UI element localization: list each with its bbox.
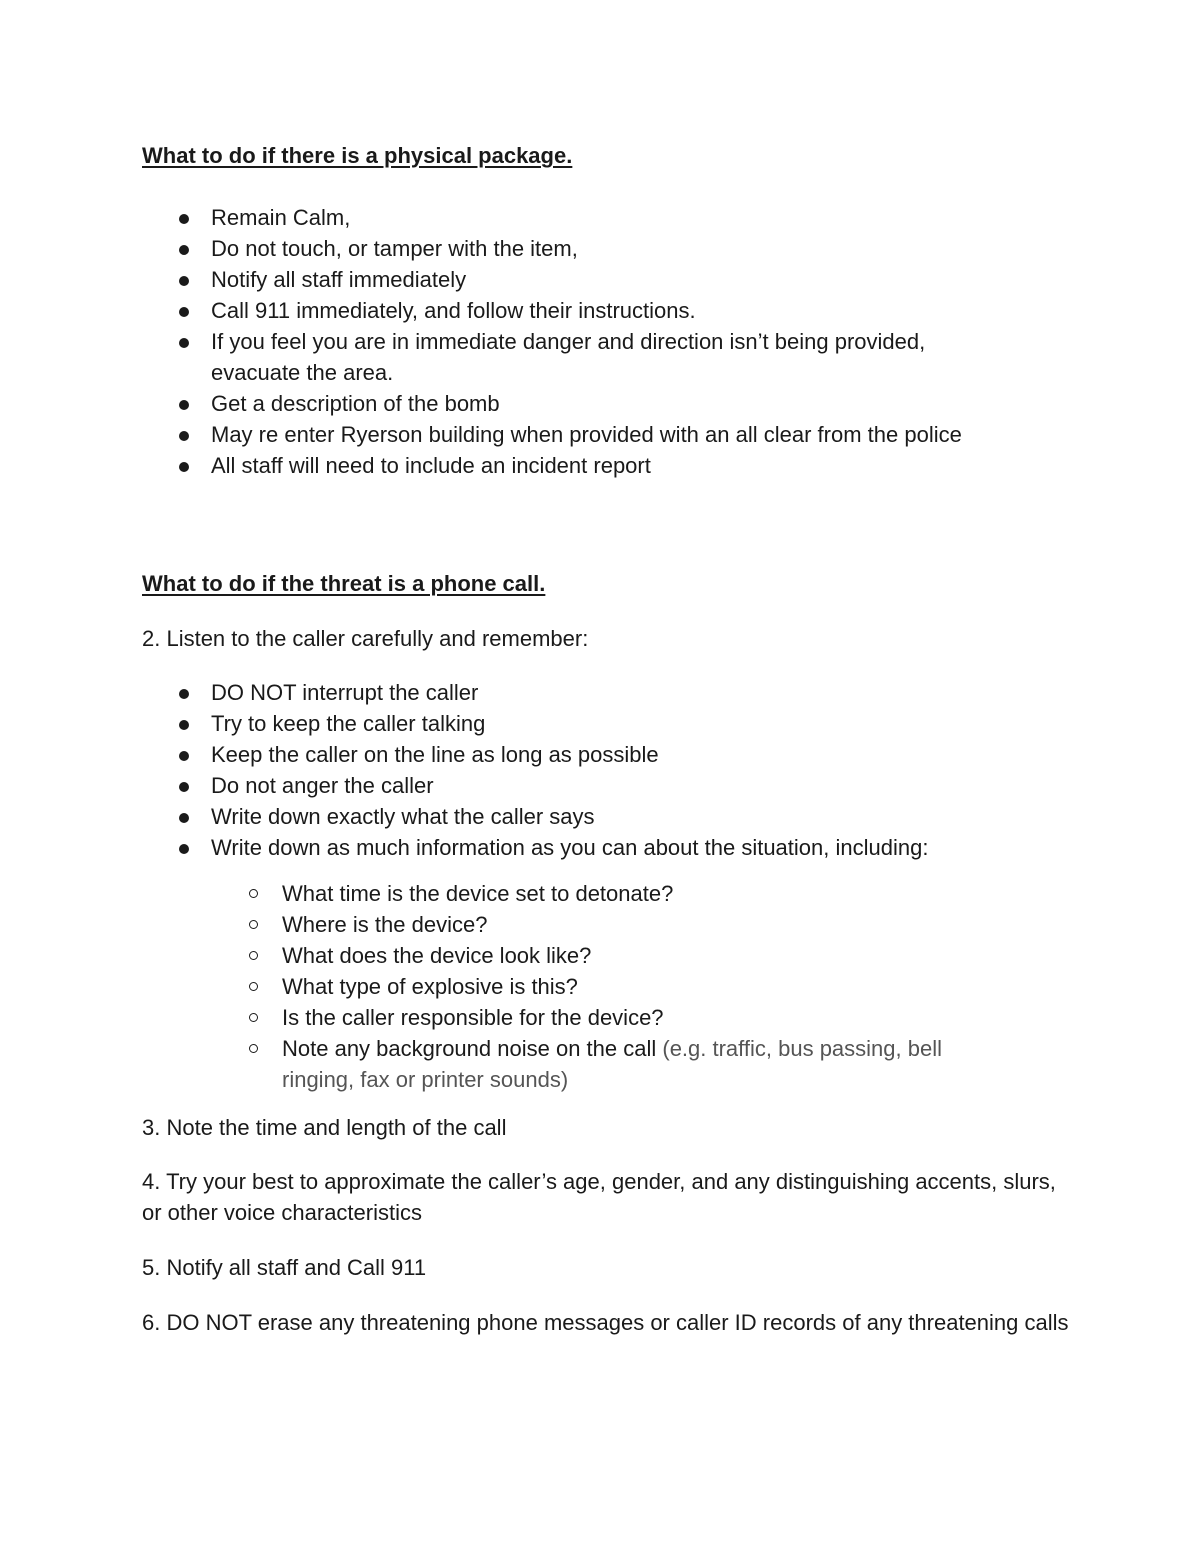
hollow-bullet-icon (249, 889, 258, 898)
bullet-icon (179, 431, 189, 441)
noise-item-lead: Note any background noise on the call (282, 1036, 657, 1061)
sublist-item: What type of explosive is this? (0, 971, 1002, 1002)
step-5: 5. Notify all staff and Call 911 (142, 1255, 427, 1280)
bullet-icon (179, 720, 189, 730)
bullet-icon (179, 462, 189, 472)
list-item: Keep the caller on the line as long as possible (0, 739, 1011, 770)
bullet-icon (179, 400, 189, 410)
bullet-icon (179, 751, 189, 761)
list-item: May re enter Ryerson building when provided with an all clear from the police (0, 419, 1011, 450)
bullet-icon (179, 689, 189, 699)
list-item: Get a description of the bomb (0, 388, 1011, 419)
list-item: DO NOT interrupt the caller (0, 677, 1011, 708)
sublist-item: What time is the device set to detonate? (0, 878, 1002, 909)
hollow-bullet-icon (249, 1013, 258, 1022)
bullet-icon (179, 782, 189, 792)
list-item: Call 911 immediately, and follow their instructions. (0, 295, 1011, 326)
hollow-bullet-icon (249, 1044, 258, 1053)
list-item: Write down as much information as you can about the situation, including: (0, 832, 1011, 863)
sublist-item: Is the caller responsible for the device? (0, 1002, 1002, 1033)
section-heading-phone-call: What to do if the threat is a phone call. (142, 571, 546, 596)
list-item: Write down exactly what the caller says (0, 801, 1011, 832)
hollow-bullet-icon (249, 951, 258, 960)
list-item: If you feel you are in immediate danger and direction isn’t being provided, evacuate the area. (0, 326, 1011, 388)
sublist-item: What does the device look like? (0, 940, 1002, 971)
step-3: 3. Note the time and length of the call (142, 1115, 507, 1140)
bullet-icon (179, 338, 189, 348)
list-item: Try to keep the caller talking (0, 708, 1011, 739)
list-item: Remain Calm, (0, 202, 1011, 233)
bullet-icon (179, 245, 189, 255)
step-6: 6. DO NOT erase any threatening phone messages or caller ID records of any threatening calls (142, 1310, 1069, 1335)
list-item: Do not anger the caller (0, 770, 1011, 801)
bullet-icon (179, 844, 189, 854)
bullet-icon (179, 307, 189, 317)
phone-call-list (0, 677, 1200, 863)
hollow-bullet-icon (249, 982, 258, 991)
hollow-bullet-icon (249, 920, 258, 929)
noise-item-examples: (e.g. traffic, bus passing, bell ringing, fax or printer sounds) (282, 1036, 942, 1092)
step-2: 2. Listen to the caller carefully and remember: (142, 626, 589, 651)
physical-package-list (0, 202, 1200, 481)
bullet-icon (179, 214, 189, 224)
list-item: All staff will need to include an incident report (0, 450, 1011, 481)
bullet-icon (179, 276, 189, 286)
section-heading-physical-package: What to do if there is a physical package. (142, 143, 573, 168)
list-item: Notify all staff immediately (0, 264, 1011, 295)
sublist-item: Where is the device? (0, 909, 1002, 940)
list-item: Do not touch, or tamper with the item, (0, 233, 1011, 264)
step-4: 4. Try your best to approximate the caller’s age, gender, and any distinguishing accents, slurs, or other voice characteristics (142, 1169, 1056, 1225)
bullet-icon (179, 813, 189, 823)
sublist-item (0, 1033, 1002, 1095)
information-sublist (0, 878, 1200, 1095)
